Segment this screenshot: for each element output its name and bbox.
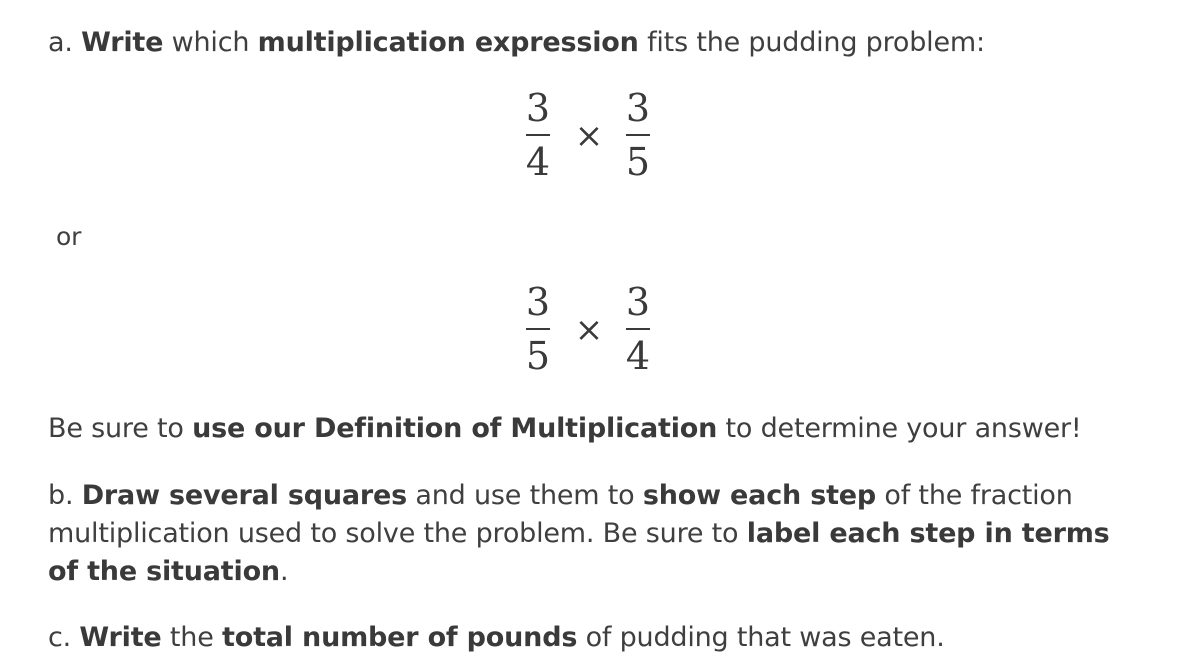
times-sign: × xyxy=(574,116,604,156)
fraction-bar xyxy=(526,328,550,330)
part-a-text-2: fits the pudding problem: xyxy=(638,27,985,58)
part-c-text-2: of pudding that was eaten. xyxy=(577,622,945,653)
numerator: 3 xyxy=(625,86,651,130)
denominator: 4 xyxy=(525,140,551,184)
expression-2 xyxy=(0,280,1200,400)
part-b-draw-bold: Draw several squares xyxy=(81,480,408,511)
part-a-write-bold: Write xyxy=(81,27,164,58)
part-b-prefix: b. xyxy=(48,480,82,511)
reminder-text-1: Be sure to xyxy=(48,413,193,444)
reminder-text-2: to determine your answer! xyxy=(717,413,1082,444)
reminder-text xyxy=(48,410,1130,448)
part-b-question xyxy=(48,477,1128,591)
numerator: 3 xyxy=(525,280,551,324)
fraction-bar xyxy=(526,134,550,136)
fraction-2-right xyxy=(618,280,658,378)
fraction-2-left xyxy=(518,280,558,378)
part-b-label-bold: label each step in terms of the situation xyxy=(48,518,1110,587)
fraction-bar xyxy=(626,134,650,136)
numerator: 3 xyxy=(625,280,651,324)
part-b-text-1: and use them to xyxy=(407,480,643,511)
expression-1 xyxy=(0,86,1200,206)
numerator: 3 xyxy=(525,86,551,130)
part-a-text-1: which xyxy=(163,27,258,58)
part-b-text-3: . xyxy=(279,556,289,587)
part-a-prefix: a. xyxy=(48,27,82,58)
or-text: or xyxy=(56,222,82,251)
part-b-text-2: of the fraction multiplication used to solve the problem. Be sure to xyxy=(48,480,1073,549)
times-sign: × xyxy=(574,310,604,350)
fraction-1-left xyxy=(518,86,558,184)
part-c-write-bold: Write xyxy=(79,622,162,653)
part-a-expression-bold: multiplication expression xyxy=(257,27,639,58)
part-c-total-bold: total number of pounds xyxy=(222,622,578,653)
denominator: 4 xyxy=(625,334,651,378)
reminder-bold: use our Definition of Multiplication xyxy=(192,413,718,444)
part-a-question xyxy=(48,24,1130,62)
part-c-prefix: c. xyxy=(48,622,80,653)
fraction-bar xyxy=(626,328,650,330)
fraction-1-right xyxy=(618,86,658,184)
part-c-question xyxy=(48,619,1130,657)
denominator: 5 xyxy=(625,140,651,184)
denominator: 5 xyxy=(525,334,551,378)
part-c-text-1: the xyxy=(161,622,223,653)
part-b-show-bold: show each step xyxy=(642,480,877,511)
